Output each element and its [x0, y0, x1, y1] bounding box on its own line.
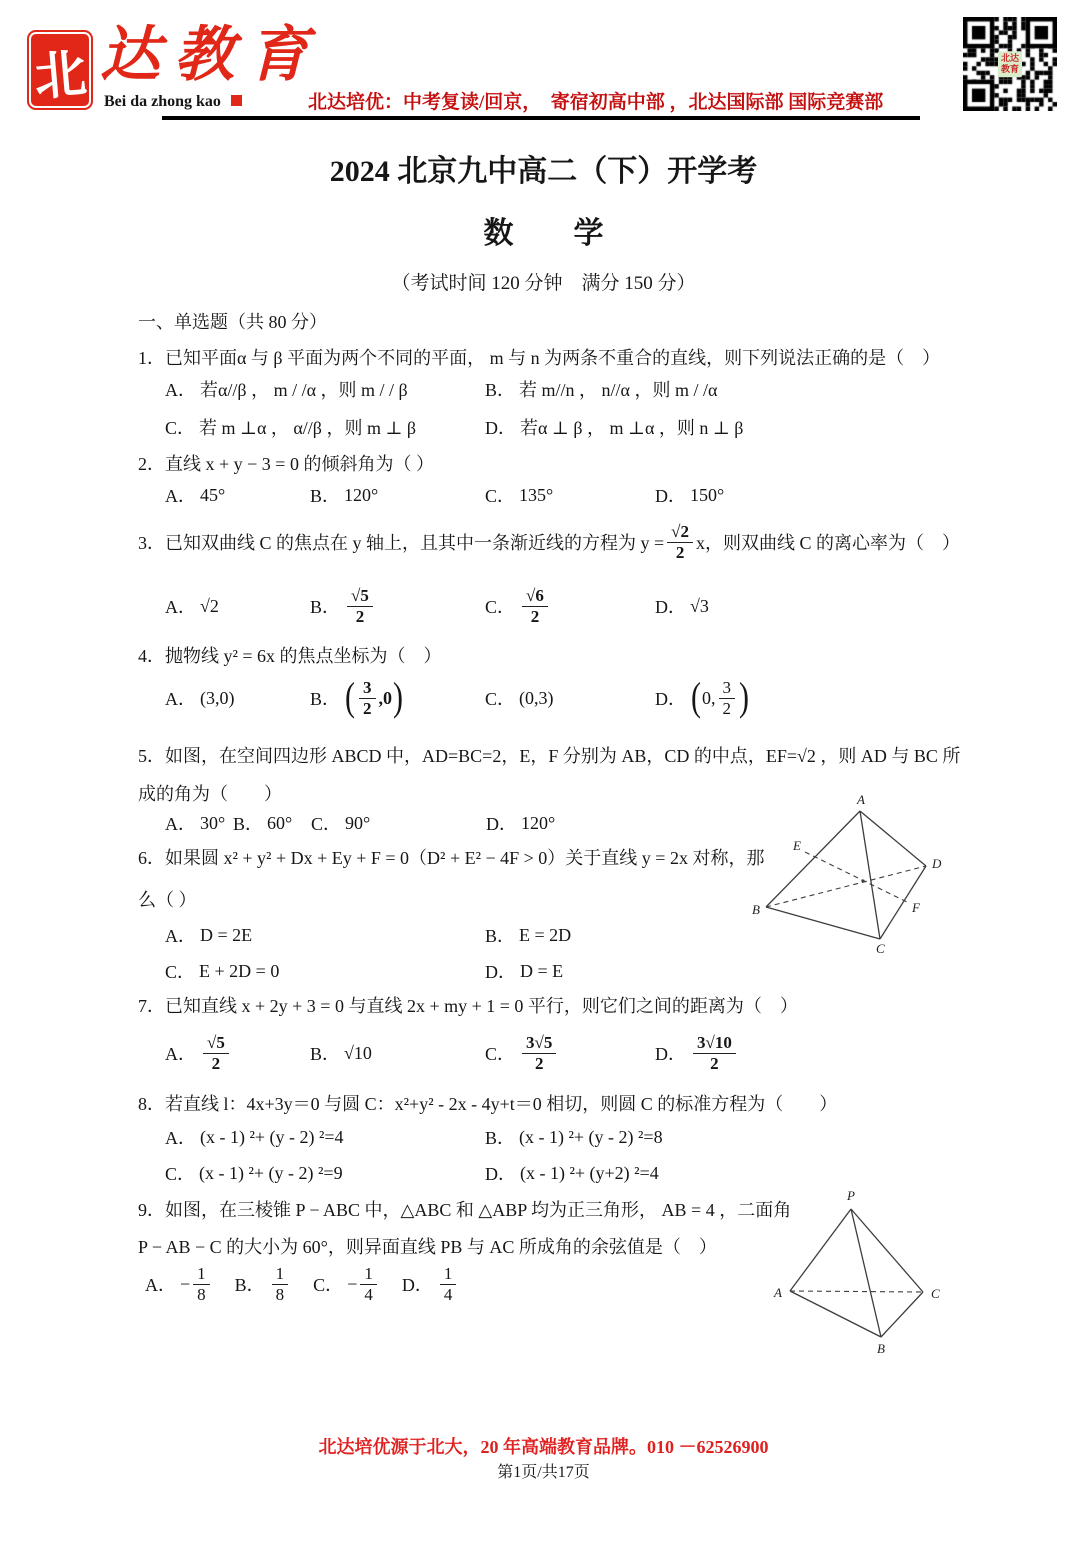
question-5-options [165, 810, 555, 836]
fraction [193, 1264, 210, 1304]
option-label: D． [655, 1044, 686, 1064]
option-value: E = 2D [519, 924, 572, 945]
q6-option-c [165, 958, 485, 984]
fraction [522, 586, 548, 626]
fraction-numerator: 3√10 [693, 1033, 736, 1054]
fraction-numerator: √5 [347, 586, 373, 607]
q2-option-c [485, 482, 655, 508]
fraction-numerator: 1 [193, 1264, 210, 1285]
footer-page-number: 第1页/共17页 [497, 1464, 590, 1481]
option-label: A． [165, 926, 196, 946]
vertex-label-B: B [752, 902, 760, 917]
vertex-label-P: P [847, 1188, 855, 1203]
fraction-denominator: 2 [530, 606, 540, 626]
brand-subtext [104, 93, 242, 111]
option-label: C． [165, 962, 196, 982]
q4-option-c [485, 685, 655, 711]
q8-option-d [485, 1160, 659, 1186]
fraction-numerator: 1 [440, 1264, 457, 1285]
fraction-numerator: 3 [359, 678, 376, 699]
option-value: E + 2D = 0 [199, 960, 280, 981]
option-label: D． [485, 418, 516, 438]
option-value: 135° [519, 484, 554, 505]
q1-option-c [165, 414, 485, 440]
question-8-stem: 8．若直线 l：4x+3y＝0 与圆 C：x²+y² - 2x - 4y+t＝0 相切，则圆 C 的标准方程为（ ） [138, 1094, 838, 1114]
fraction [203, 1033, 229, 1073]
q3-option-a [165, 593, 310, 619]
option-label: B． [310, 689, 341, 709]
option-value: √3 [690, 595, 709, 616]
q1-option-b [485, 376, 717, 402]
question-6-options-row2 [165, 958, 563, 984]
fraction [360, 1264, 377, 1304]
question-7-stem: 7．已知直线 x + 2y + 3 = 0 与直线 2x + my + 1 = 0 平行，则它们之间的距离为（ ） [138, 996, 798, 1016]
question-9-stem-line1: 9．如图，在三棱锥 P − ABC 中，△ABC 和 △ABP 均为正三角形， AB = 4 ，二面角 [138, 1200, 792, 1220]
option-value: (x - 1) ²+ (y+2) ²=4 [520, 1162, 659, 1183]
question-1-options-row2 [165, 414, 743, 440]
question-4-options [165, 668, 750, 728]
option-value: D = E [520, 960, 564, 981]
option-label: B． [233, 814, 264, 834]
fraction-denominator: 2 [363, 698, 372, 718]
q6-option-a [165, 922, 485, 948]
brand-seal-logo [27, 30, 93, 110]
question-6-options-row1 [165, 922, 571, 948]
minus-sign: − [180, 1273, 191, 1294]
q5-option-b [233, 810, 311, 836]
fraction-denominator: 2 [355, 606, 365, 626]
q7-option-d [655, 1033, 739, 1073]
option-label: B． [485, 1128, 516, 1148]
right-paren: ) [739, 675, 749, 720]
option-label: B． [485, 380, 516, 400]
option-label: A． [165, 486, 196, 506]
option-value: D = 2E [200, 924, 253, 945]
fraction-numerator: 3√5 [522, 1033, 556, 1054]
question-9-options [145, 1258, 459, 1310]
stem-text-pre: 3．已知双曲线 C 的焦点在 y 轴上，且其中一条渐近线的方程为 y = [138, 533, 665, 553]
footer-brand-line: 北达培优源于北大，20 年高端教育品牌。010 －62526900 [318, 1437, 769, 1457]
question-3-options [165, 578, 709, 634]
fraction-numerator: √5 [203, 1033, 229, 1054]
q3-option-b [310, 586, 485, 626]
option-value: (0,3) [519, 687, 554, 708]
exam-subject: 数 学 [483, 217, 604, 250]
fraction [522, 1033, 556, 1073]
left-paren: ( [691, 675, 701, 720]
option-label: C． [485, 689, 516, 709]
q2-option-b [310, 482, 485, 508]
option-value: (x - 1) ²+ (y - 2) ²=8 [519, 1126, 663, 1147]
question-9-stem-line2: P − AB − C 的大小为 60°，则异面直线 PB 与 AC 所成角的余弦值是（ ） [138, 1237, 717, 1257]
question-7-options [165, 1024, 739, 1082]
fraction-denominator: 2 [675, 542, 685, 562]
figure-space-quadrilateral [748, 790, 960, 972]
option-label: D． [655, 597, 686, 617]
option-label: A． [165, 1128, 196, 1148]
option-value: 120° [521, 812, 556, 833]
question-8-options-row2 [165, 1160, 659, 1186]
vertex-label-C: C [876, 941, 885, 956]
option-value: 若α//β ， m / /α ，则 m / / β [200, 380, 408, 400]
left-paren: ( [345, 675, 356, 720]
option-label: A． [165, 380, 196, 400]
question-3-stem [138, 514, 960, 570]
option-label: C． [165, 1164, 196, 1184]
exam-title: 2024 北京九中高二（下）开学考 [329, 155, 758, 188]
option-label: D． [485, 962, 516, 982]
minus-sign: − [347, 1273, 358, 1294]
q4-option-d [655, 675, 750, 720]
qr-label-line1: 北达 [1000, 53, 1020, 64]
option-label: B． [310, 486, 341, 506]
exam-info: （考试时间 120 分钟 满分 150 分） [391, 273, 696, 294]
q4-option-a [165, 685, 310, 711]
vertex-label-A: A [857, 792, 865, 807]
question-5-stem-line1: 5．如图，在空间四边形 ABCD 中，AD=BC=2，E，F 分别为 AB，CD 的中点，EF=√2 ，则 AD 与 BC 所 [138, 746, 961, 766]
option-value: (x - 1) ²+ (y - 2) ²=9 [199, 1162, 343, 1183]
q6-option-d [485, 958, 563, 984]
q8-option-b [485, 1124, 663, 1150]
option-label: C． [165, 418, 196, 438]
option-value: ,0 [378, 687, 393, 708]
q6-option-b [485, 922, 571, 948]
fraction-denominator: 4 [364, 1284, 373, 1304]
fraction [359, 678, 376, 718]
option-label: A． [165, 1044, 196, 1064]
option-label: D． [401, 1275, 433, 1295]
right-paren: ) [393, 675, 404, 720]
q1-option-a [165, 376, 485, 402]
option-value: 0, [702, 687, 716, 708]
option-value: 45° [200, 484, 226, 505]
fraction-denominator: 4 [443, 1284, 453, 1304]
option-value: 90° [345, 812, 371, 833]
header-tagline: 北达培优：中考复读/回京， 寄宿初高中部 ，北达国际部 国际竞赛部 [308, 92, 884, 113]
option-value: 150° [690, 484, 725, 505]
fraction-numerator: √6 [522, 586, 548, 607]
option-label: B． [234, 1275, 265, 1295]
qr-label-line2: 教育 [1000, 64, 1020, 74]
q4-option-b [310, 675, 485, 720]
q7-option-b [310, 1040, 485, 1066]
question-1-options-row1 [165, 376, 717, 402]
stem-text-post: x，则双曲线 C 的离心率为（ ） [696, 533, 961, 553]
option-label: B． [310, 1044, 341, 1064]
q5-option-d [486, 810, 555, 836]
option-label: A． [165, 597, 196, 617]
question-2-stem: 2．直线 x + y − 3 = 0 的倾斜角为（ ） [138, 454, 434, 474]
fraction [693, 1033, 736, 1073]
q9-option-a [145, 1264, 213, 1304]
seal-character: 北 [31, 43, 89, 108]
q2-option-d [655, 482, 724, 508]
option-value: √2 [200, 595, 219, 616]
question-1-stem: 1．已知平面α 与 β 平面为两个不同的平面， m 与 n 为两条不重合的直线，则下列说法正确的是（ ） [138, 348, 941, 368]
option-value: 60° [267, 812, 293, 833]
q3-option-c [485, 586, 655, 626]
qr-code [963, 17, 1057, 111]
red-square-icon [231, 95, 242, 106]
vertex-label-A: A [774, 1285, 782, 1300]
fraction-numerator: 1 [360, 1264, 377, 1285]
option-label: D． [485, 1164, 516, 1184]
fraction-numerator: 1 [272, 1264, 289, 1285]
qr-center-label [998, 51, 1022, 77]
q9-option-c [313, 1264, 380, 1304]
option-label: C． [485, 597, 516, 617]
header-divider [162, 116, 920, 120]
q8-option-a [165, 1124, 485, 1150]
option-label: A． [165, 689, 196, 709]
q2-option-a [165, 482, 310, 508]
option-label: B． [310, 597, 341, 617]
vertex-label-D: D [932, 856, 942, 871]
q7-option-a [165, 1033, 310, 1073]
fraction-numerator: √2 [667, 522, 693, 543]
question-8-options-row1 [165, 1124, 663, 1150]
option-label: A． [145, 1275, 176, 1295]
q5-option-c [311, 810, 486, 836]
brand-script-text: 达教育 [100, 20, 322, 90]
option-value: 若 m//n ， n//α ，则 m / /α [519, 380, 718, 400]
q5-option-a [165, 810, 233, 836]
q3-option-d [655, 593, 709, 619]
fraction-denominator: 2 [534, 1053, 544, 1073]
option-label: D． [486, 814, 517, 834]
fraction [667, 522, 693, 562]
vertex-label-B: B [877, 1341, 885, 1356]
option-label: C． [311, 814, 342, 834]
option-label: C． [485, 486, 516, 506]
section-heading: 一、单选题（共 80 分） [138, 312, 327, 332]
option-value: (x - 1) ²+ (y - 2) ²=4 [200, 1126, 344, 1147]
brand-pinyin: Bei da zhong kao [104, 93, 221, 110]
question-4-stem: 4．抛物线 y² = 6x 的焦点坐标为（ ） [138, 646, 442, 666]
vertex-label-E: E [793, 838, 801, 853]
fraction [719, 678, 736, 718]
fraction-denominator: 2 [710, 1053, 719, 1073]
q8-option-c [165, 1160, 485, 1186]
fraction-denominator: 8 [275, 1284, 285, 1304]
q9-option-b [235, 1264, 292, 1304]
option-value: (3,0) [200, 687, 235, 708]
fraction [440, 1264, 457, 1304]
q9-option-d [402, 1264, 460, 1304]
option-label: C． [485, 1044, 516, 1064]
option-label: A． [165, 814, 196, 834]
fraction-numerator: 3 [719, 678, 736, 699]
option-label: C． [313, 1275, 344, 1295]
option-value: 若α ⊥ β ， m ⊥α ，则 n ⊥ β [520, 418, 744, 438]
fraction [347, 586, 373, 626]
question-6-stem-line2: 么（ ） [138, 890, 197, 910]
q1-option-d [485, 414, 743, 440]
option-label: D． [655, 689, 686, 709]
option-value: 30° [200, 812, 226, 833]
figure-triangular-pyramid [768, 1180, 963, 1378]
option-value: 若 m ⊥α ， α//β ，则 m ⊥ β [199, 418, 417, 438]
vertex-label-F: F [912, 900, 920, 915]
fraction-denominator: 2 [722, 698, 731, 718]
option-value: 120° [344, 484, 379, 505]
question-2-options [165, 482, 724, 508]
fraction [272, 1264, 289, 1304]
question-5-stem-line2: 成的角为（ ） [138, 784, 282, 804]
vertex-label-C: C [931, 1286, 940, 1301]
option-value: √10 [344, 1042, 372, 1063]
option-label: B． [485, 926, 516, 946]
question-6-stem-line1: 6．如果圆 x² + y² + Dx + Ey + F = 0（D² + E² − 4F > 0）关于直线 y = 2x 对称，那 [138, 848, 765, 868]
fraction-denominator: 8 [197, 1284, 206, 1304]
option-label: D． [655, 486, 686, 506]
q7-option-c [485, 1033, 655, 1073]
fraction-denominator: 2 [211, 1053, 221, 1073]
